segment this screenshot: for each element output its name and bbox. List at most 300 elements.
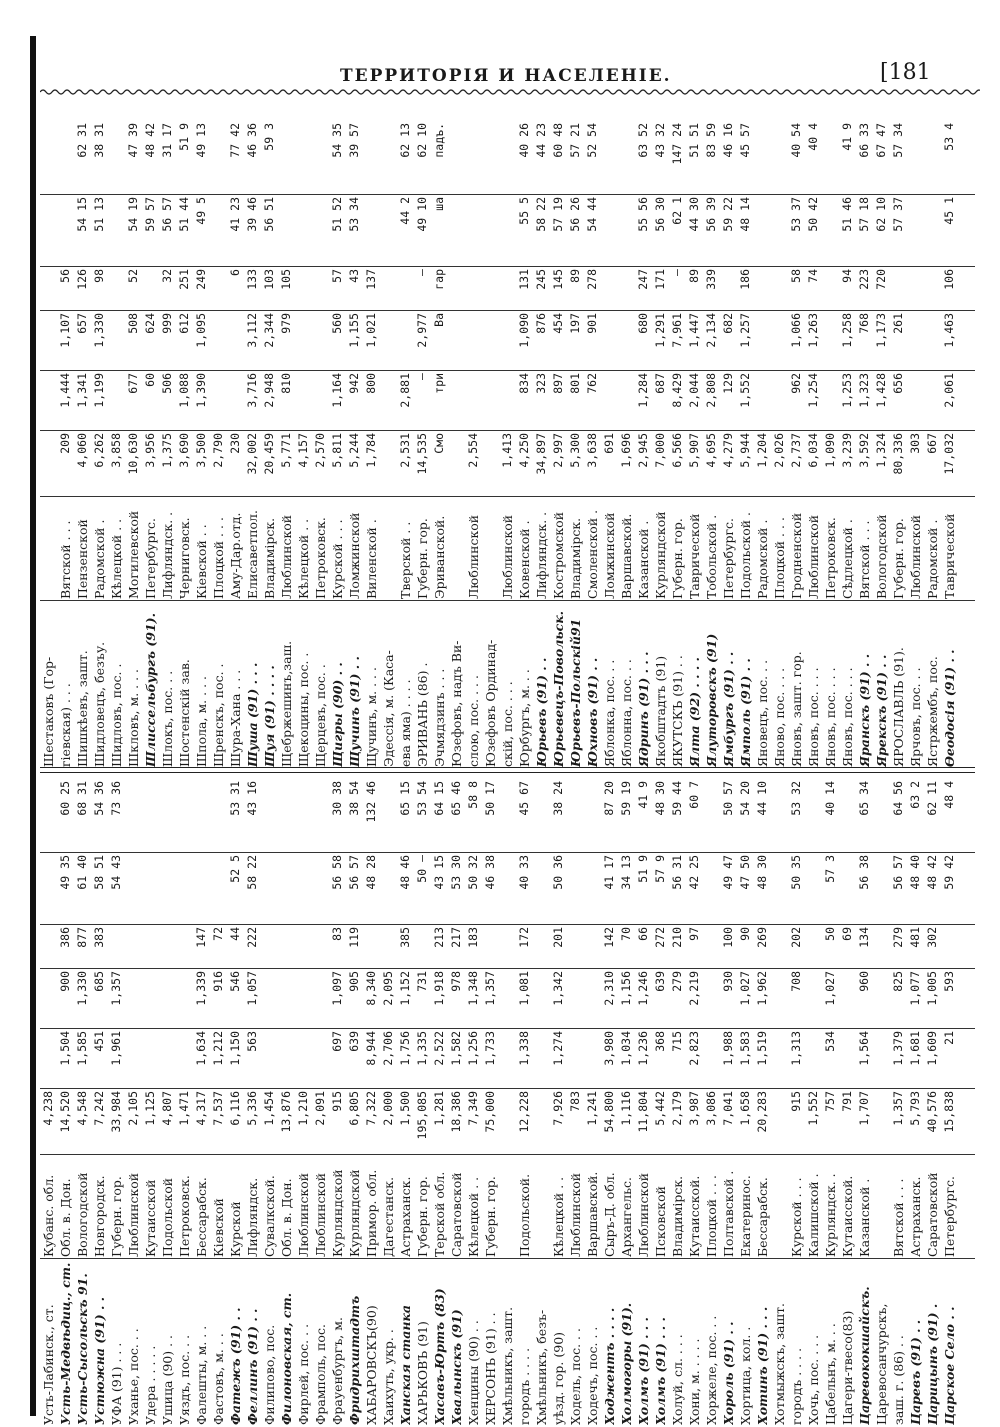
cell-d: 49 10 <box>415 197 429 232</box>
column-rule <box>40 968 975 969</box>
cell-gov: Губерн. гор. <box>670 518 685 599</box>
cell-gov: Люблинской <box>908 514 923 599</box>
cell-e <box>40 123 57 191</box>
cell-c <box>295 927 312 967</box>
cell-name: Шлиссельбургъ (91). <box>143 613 158 767</box>
cell-c <box>924 269 941 309</box>
cell-gov: Елисаветпол. <box>245 510 260 599</box>
cell-a <box>40 1031 57 1087</box>
cell-gov: Губерн. гор. <box>109 1176 124 1257</box>
cell-e: 41 9 <box>636 781 650 809</box>
cell-d: 56 57 <box>347 855 361 890</box>
cell-name: Юзефовъ, надъ Ви- <box>449 640 464 767</box>
cell-pop: 14,535 <box>415 433 429 475</box>
cell-pop: 2,554 <box>466 433 480 468</box>
cell-e: 46 36 <box>245 123 259 158</box>
margin-rule <box>30 36 36 1416</box>
column-rule <box>40 1258 975 1259</box>
cell-d: 51 44 <box>177 197 191 232</box>
cell-pop: 7,537 <box>211 1091 225 1126</box>
cell-name: Щучинъ (91) . . <box>347 656 362 767</box>
cell-gov: Люблинской <box>500 514 515 599</box>
cell-a: 801 <box>568 373 582 394</box>
page-header-title: ТЕРРИТОРІЯ И НАСЕЛЕНІЕ. <box>340 66 672 86</box>
cell-c <box>499 269 516 309</box>
cell-d: 57 19 <box>551 197 565 232</box>
cell-pop: 1,281 <box>432 1091 446 1126</box>
cell-name: Ялта (92) . . . . <box>687 657 702 767</box>
cell-d: 50 35 <box>789 855 803 890</box>
table-row <box>108 115 125 767</box>
cell-a <box>261 1031 278 1087</box>
cell-a: 1,212 <box>211 1031 225 1066</box>
cell-d: 54 15 <box>75 197 89 232</box>
cell-b <box>771 971 788 1027</box>
cell-pop: 4,250 <box>517 433 531 468</box>
cell-e <box>210 781 227 849</box>
cell-a: 810 <box>279 373 293 394</box>
left-table <box>40 775 975 1425</box>
cell-name: Ушица (90) . . <box>160 1334 175 1425</box>
cell-c: 172 <box>517 927 531 948</box>
table-row <box>159 115 176 767</box>
cell-pop: 2,997 <box>551 433 565 468</box>
cell-c: 74 <box>806 269 820 283</box>
table-row <box>448 775 465 1425</box>
cell-d <box>176 855 193 923</box>
cell-b: 680 <box>636 313 650 334</box>
cell-c <box>465 269 482 309</box>
cell-d: 50 — <box>415 855 429 883</box>
cell-pop: 6,116 <box>228 1091 242 1126</box>
cell-gov: Курляндской <box>330 1169 345 1257</box>
table-row <box>278 775 295 1425</box>
cell-e: 40 4 <box>806 123 820 151</box>
cell-a: 1,681 <box>908 1031 922 1066</box>
cell-d: 56 58 <box>330 855 344 890</box>
cell-b: 1,027 <box>823 971 837 1006</box>
cell-a <box>278 1031 295 1087</box>
cell-c <box>261 927 278 967</box>
cell-gov: Тверской . . <box>398 521 413 599</box>
cell-b: 657 <box>75 313 89 334</box>
cell-name: Ходель, пос. . . <box>568 1328 583 1425</box>
cell-gov: Новгородск. <box>92 1175 107 1257</box>
cell-gov: Бессарабск. <box>755 1177 770 1257</box>
cell-pop: 3,239 <box>840 433 854 468</box>
cell-gov: Плоцкой . . . <box>772 517 787 599</box>
cell-d <box>193 855 210 923</box>
cell-a: 8,944 <box>364 1031 378 1066</box>
table-row <box>91 115 108 767</box>
cell-pop: 915 <box>330 1091 344 1112</box>
table-row <box>176 115 193 767</box>
cell-pop: 6,805 <box>347 1091 361 1126</box>
cell-d <box>40 197 57 265</box>
cell-pop: 691 <box>602 433 616 454</box>
cell-pop: 20,283 <box>755 1091 769 1133</box>
cell-c: 72 <box>211 927 225 941</box>
cell-gov <box>873 1157 890 1257</box>
cell-pop: 1,125 <box>143 1091 157 1126</box>
cell-c: 222 <box>245 927 259 948</box>
cell-pop: 80,336 <box>891 433 905 475</box>
table-row <box>941 115 958 767</box>
cell-pop: 4,238 <box>41 1091 55 1126</box>
cell-d: 57 3 <box>823 855 837 883</box>
cell-c <box>380 927 397 967</box>
cell-name: Щерцевъ, пос. . <box>313 664 328 767</box>
cell-gov: Кѣлецкой . . <box>551 1176 566 1257</box>
cell-a: 677 <box>126 373 140 394</box>
table-row <box>856 115 873 767</box>
cell-d <box>839 855 856 923</box>
table-row <box>686 775 703 1425</box>
cell-gov: Люблинской <box>313 1172 328 1257</box>
cell-d: 56 57 <box>891 855 905 890</box>
cell-gov: Лифляндск. . <box>534 511 549 599</box>
cell-name: Филоновская, ст. <box>279 1292 294 1425</box>
cell-b <box>584 971 601 1027</box>
cell-gov: Костромской <box>551 511 566 599</box>
table-row <box>856 775 873 1425</box>
cell-name: Ястржембъ, пос. <box>925 656 940 767</box>
cell-c: 89 <box>568 269 582 283</box>
cell-b: 1,057 <box>245 971 259 1006</box>
cell-c: 383 <box>92 927 106 948</box>
cell-b <box>108 313 125 369</box>
cell-b: 279 <box>670 971 684 992</box>
cell-gov: Люблинской <box>568 1172 583 1257</box>
table-row <box>686 115 703 767</box>
cell-b: 1,152 <box>398 971 412 1006</box>
table-row <box>482 775 499 1425</box>
cell-gov <box>448 499 465 599</box>
cell-e: 73 36 <box>109 781 123 816</box>
cell-d: 62 1 <box>670 197 684 225</box>
cell-e: 57 21 <box>568 123 582 158</box>
cell-pop: 7,322 <box>364 1091 378 1126</box>
cell-pop: 5,811 <box>330 433 344 468</box>
cell-e: 43 16 <box>245 781 259 816</box>
cell-d <box>465 197 482 265</box>
cell-e: 44 10 <box>755 781 769 816</box>
cell-gov <box>482 499 499 599</box>
cell-b: 3,112 <box>245 313 259 348</box>
cell-d: 53 34 <box>347 197 361 232</box>
cell-a <box>533 1031 550 1087</box>
cell-gov: Астраханск. <box>398 1176 413 1257</box>
cell-e <box>210 123 227 191</box>
cell-d: 52 5 <box>228 855 242 883</box>
cell-a: 1,988 <box>721 1031 735 1066</box>
cell-d: 48 42 <box>925 855 939 890</box>
cell-a: 1,088 <box>177 373 191 408</box>
cell-gov: Ломжинской <box>347 512 362 599</box>
column-rule <box>40 496 975 497</box>
cell-d: 54 19 <box>126 197 140 232</box>
cell-b: 901 <box>585 313 599 334</box>
column-rule <box>40 194 975 195</box>
cell-name: Ханская станка <box>398 1305 413 1425</box>
cell-b: 960 <box>857 971 871 992</box>
cell-e: 38 54 <box>347 781 361 816</box>
table-row <box>159 775 176 1425</box>
cell-d <box>210 197 227 265</box>
cell-pop: 40,576 <box>925 1091 939 1133</box>
cell-gov: Люблинской <box>466 514 481 599</box>
cell-b: 612 <box>177 313 191 334</box>
cell-c: 131 <box>517 269 531 290</box>
table-row <box>822 775 839 1425</box>
cell-gov: Варшавской. <box>619 513 634 599</box>
cell-c <box>159 927 176 967</box>
cell-pop: 7,000 <box>653 433 667 468</box>
cell-d: 42 25 <box>687 855 701 890</box>
cell-c <box>907 269 924 309</box>
cell-c: 302 <box>925 927 939 948</box>
cell-b <box>771 313 788 369</box>
cell-a <box>295 373 312 429</box>
cell-pop: 6,034 <box>806 433 820 468</box>
table-row <box>57 115 74 767</box>
cell-b: 2,310 <box>602 971 616 1006</box>
cell-a: 1,634 <box>194 1031 208 1066</box>
cell-gov: Калишской . <box>806 1173 821 1257</box>
cell-d: 50 32 <box>466 855 480 890</box>
cell-d: 48 30 <box>755 855 769 890</box>
cell-gov: Лифляндск. <box>245 1177 260 1257</box>
cell-pop: 2,570 <box>313 433 327 468</box>
cell-c <box>380 269 397 309</box>
cell-b: 1,107 <box>58 313 72 348</box>
cell-e: 83 59 <box>704 123 718 158</box>
cell-pop: 75,000 <box>483 1091 497 1133</box>
cell-c <box>142 927 159 967</box>
cell-c: 69 <box>840 927 854 941</box>
cell-c <box>720 269 737 309</box>
cell-c: — <box>415 269 429 276</box>
cell-e: 51 51 <box>687 123 701 158</box>
cell-pop: 5,442 <box>653 1091 667 1126</box>
cell-a: 1,253 <box>840 373 854 408</box>
cell-e: 41 9 <box>840 123 854 151</box>
cell-b: 1,330 <box>92 313 106 348</box>
cell-name: Шпола, м. . . . <box>194 676 209 767</box>
cell-b <box>448 313 465 369</box>
cell-c: 142 <box>602 927 616 948</box>
table-row <box>448 115 465 767</box>
cell-e <box>805 781 822 849</box>
cell-e <box>278 781 295 849</box>
cell-d <box>312 855 329 923</box>
table-row <box>312 115 329 767</box>
cell-pop: 1,204 <box>755 433 769 468</box>
cell-e: 77 42 <box>228 123 242 158</box>
cell-a: 451 <box>92 1031 106 1052</box>
cell-e <box>159 781 176 849</box>
cell-name: Юхновъ (91) . . <box>585 657 600 767</box>
cell-pop: 13,876 <box>279 1091 293 1133</box>
cell-e <box>703 781 720 849</box>
cell-d: 34 13 <box>619 855 633 890</box>
table-row <box>295 115 312 767</box>
cell-e: 40 14 <box>823 781 837 816</box>
cell-a: 1,552 <box>738 373 752 408</box>
cell-pop: 1,090 <box>823 433 837 468</box>
cell-name: Хенцины (90) . . <box>466 1320 481 1425</box>
cell-pop: 5,907 <box>687 433 701 468</box>
cell-gov: Черниговск. <box>177 517 192 599</box>
cell-gov: Люблинской <box>636 1172 651 1257</box>
cell-c <box>312 927 329 967</box>
table-row <box>57 775 74 1425</box>
cell-pop: 3,956 <box>143 433 157 468</box>
cell-c: 70 <box>619 927 633 941</box>
cell-name: Шлокъ, пос. . . <box>160 670 175 767</box>
cell-gov: Петербургс. <box>942 1175 957 1257</box>
cell-c <box>533 927 550 967</box>
cell-e: 54 35 <box>330 123 344 158</box>
cell-b: 900 <box>58 971 72 992</box>
cell-d <box>805 855 822 923</box>
table-row <box>771 775 788 1425</box>
table-row <box>890 115 907 767</box>
cell-d: 56 31 <box>670 855 684 890</box>
cell-pop: 2,105 <box>126 1091 140 1126</box>
cell-b: 2,344 <box>262 313 276 348</box>
cell-name: Яново, пос. . . . <box>772 667 787 767</box>
cell-gov: Архангельс. <box>619 1177 634 1257</box>
cell-a <box>380 373 397 429</box>
cell-pop: 15,838 <box>942 1091 956 1133</box>
cell-a: 323 <box>534 373 548 394</box>
cell-e <box>295 123 312 191</box>
cell-name: Хони, м. . . . . <box>687 1338 702 1425</box>
cell-d: 56 39 <box>704 197 718 232</box>
cell-e <box>873 781 890 849</box>
table-row <box>210 115 227 767</box>
cell-e: 38 24 <box>551 781 565 816</box>
cell-e <box>533 781 550 849</box>
table-row <box>465 775 482 1425</box>
cell-gov: Курляндск. . <box>823 1173 838 1257</box>
cell-pop: 3,592 <box>857 433 871 468</box>
cell-name: Шидловъ, пос. . <box>109 663 124 767</box>
cell-e: 40 54 <box>789 123 803 158</box>
cell-name: Уяздъ, пос. . . <box>177 1334 192 1425</box>
cell-e: 60 7 <box>687 781 701 809</box>
cell-a: 1,284 <box>636 373 650 408</box>
cell-e: 53 54 <box>415 781 429 816</box>
table-row <box>414 115 431 767</box>
cell-a: 1,256 <box>466 1031 480 1066</box>
table-row <box>176 775 193 1425</box>
cell-b <box>839 971 856 1027</box>
cell-name: Шуя (91) . . . . <box>262 665 277 767</box>
cell-a <box>499 373 516 429</box>
cell-gov: Ковенской . <box>517 520 532 599</box>
table-row <box>550 775 567 1425</box>
cell-gov: Обл. в. Дон. <box>58 1178 73 1257</box>
cell-d: ша <box>432 197 446 211</box>
cell-a: 1,582 <box>449 1031 463 1066</box>
cell-e: 45 67 <box>517 781 531 816</box>
column-rule <box>40 310 975 311</box>
cell-pop <box>499 1091 516 1153</box>
cell-c <box>414 927 431 967</box>
cell-c: 43 <box>347 269 361 283</box>
cell-e: 62 10 <box>415 123 429 158</box>
cell-b: 1,258 <box>840 313 854 348</box>
cell-b: 979 <box>279 313 293 334</box>
cell-b <box>601 313 618 369</box>
cell-name: Царевококшайскъ. <box>857 1286 872 1425</box>
cell-pop: 3,086 <box>704 1091 718 1126</box>
cell-e <box>176 781 193 849</box>
cell-b: 1,330 <box>75 971 89 1006</box>
cell-e: 51 9 <box>177 123 191 151</box>
cell-gov: Владимірск. <box>568 517 583 599</box>
cell-b: 1,021 <box>364 313 378 348</box>
cell-a <box>771 373 788 429</box>
cell-b: 1,357 <box>483 971 497 1006</box>
cell-b: 624 <box>143 313 157 334</box>
cell-gov: Кѣлецкой . . <box>109 518 124 599</box>
cell-d <box>771 855 788 923</box>
cell-pop: 2,945 <box>636 433 650 468</box>
cell-e: 48 30 <box>653 781 667 816</box>
cell-pop: 5,336 <box>245 1091 259 1126</box>
table-row <box>431 775 448 1425</box>
cell-c: 481 <box>908 927 922 948</box>
cell-d <box>295 197 312 265</box>
cell-c: 103 <box>262 269 276 290</box>
cell-b <box>873 971 890 1027</box>
table-row <box>193 775 210 1425</box>
cell-a: 60 <box>143 373 157 387</box>
cell-a: 1,583 <box>738 1031 752 1066</box>
cell-b: 8,340 <box>364 971 378 1006</box>
cell-d <box>907 197 924 265</box>
cell-c: 278 <box>585 269 599 290</box>
cell-a <box>142 1031 159 1087</box>
cell-name: Хотинъ (91) . . . <box>755 1306 770 1425</box>
cell-name: Холмъ (91) . . . <box>636 1317 651 1425</box>
cell-gov: Подольской <box>160 1177 175 1257</box>
cell-c <box>108 927 125 967</box>
table-row <box>635 115 652 767</box>
cell-d: 51 52 <box>330 197 344 232</box>
cell-b: 708 <box>789 971 803 992</box>
cell-name: Фридрихштадтъ <box>347 1295 362 1425</box>
table-row <box>108 775 125 1425</box>
cell-name: Фирлей, пос. . . <box>296 1323 311 1425</box>
cell-e <box>295 781 312 849</box>
cell-a: 1,254 <box>806 373 820 408</box>
table-row <box>703 775 720 1425</box>
cell-e: падъ. <box>432 123 446 158</box>
cell-gov <box>40 499 57 599</box>
cell-name: Хотмыжскъ, зашт. <box>772 1302 787 1425</box>
table-row <box>261 775 278 1425</box>
cell-name: Юрьевецъ-Повольск. <box>551 610 566 767</box>
cell-a <box>601 373 618 429</box>
column-rule <box>40 924 975 925</box>
cell-gov: Курской . . . <box>330 519 345 599</box>
cell-pop: 1,241 <box>585 1091 599 1126</box>
cell-b <box>567 971 584 1027</box>
